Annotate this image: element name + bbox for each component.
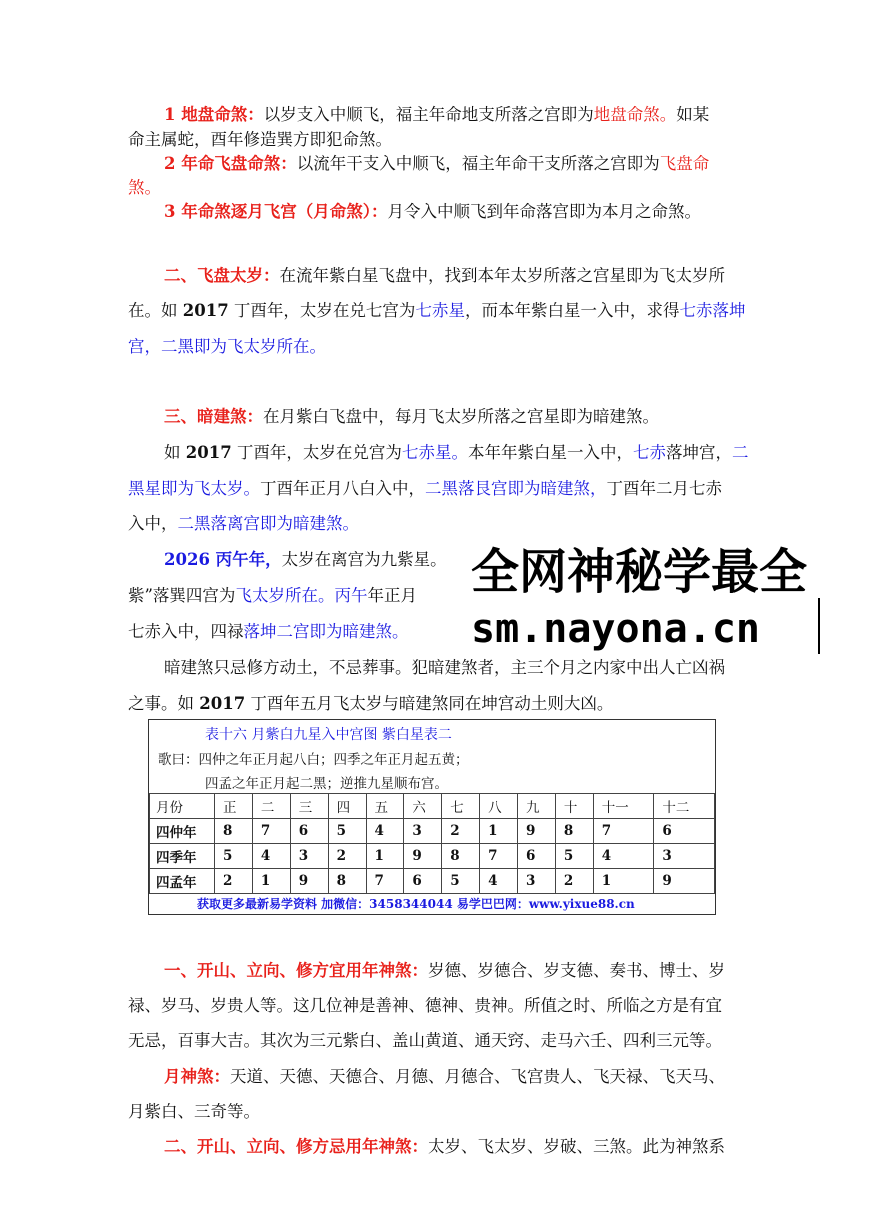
- table-footer: 获取更多最新易学资料 加微信：3458344044 易学巴巴网：www.yixue88.cn: [197, 897, 635, 911]
- table-row: [150, 869, 715, 894]
- blue-text: 飞太岁所在。丙午: [235, 586, 368, 605]
- table-cell: 六: [404, 794, 442, 819]
- watermark-title: 全网神秘学最全: [471, 542, 873, 602]
- year-text: 2017: [182, 301, 229, 320]
- year-text: 2017: [199, 694, 246, 713]
- table-song-line: 四孟之年正月起二黑；逆推九星顺布宫。: [205, 776, 448, 792]
- section-flying-taisui: [164, 265, 793, 287]
- table-title: 表十六 月紫白九星入中宫图 紫白星表二: [205, 727, 452, 743]
- table-cell: 8: [442, 844, 480, 869]
- item-number: 1: [164, 105, 182, 124]
- table-cell: 9: [290, 869, 328, 894]
- year-text: 2017: [185, 443, 232, 462]
- table-cell: 2: [442, 819, 480, 844]
- table-row: [150, 819, 715, 844]
- body-text: 太岁、飞太岁、岁破、三煞。此为神煞系: [428, 1137, 725, 1156]
- table-song-line: 歌曰：四仲之年正月起八白；四季之年正月起五黄；: [158, 752, 469, 768]
- table-cell: 5: [328, 819, 366, 844]
- body-text: 丁酉年正月八白入中，: [260, 479, 425, 498]
- body-text: 丁酉年五月飞太岁与暗建煞同在坤宫动土则大凶。: [245, 694, 614, 713]
- table-cell: 9: [518, 819, 556, 844]
- row-label-cell: 月份: [150, 794, 215, 819]
- table-cell: 7: [593, 819, 654, 844]
- table-cell: 2: [215, 869, 253, 894]
- body-text: 紫”落巽四宫为: [128, 586, 236, 605]
- table-cell: 1: [480, 819, 518, 844]
- body-text: 以岁支入中顺飞，福主年命地支所落之宫即为: [263, 105, 594, 124]
- section-hidden-sha: [164, 406, 793, 428]
- body-line: 月紫白、三奇等。: [128, 1102, 260, 1121]
- table-cell: 八: [480, 794, 518, 819]
- para-flying-fate-sha: [164, 153, 793, 175]
- section-title: 一、开山、立向、修方宜用年神煞：: [164, 961, 428, 980]
- table-cell: 7: [252, 819, 290, 844]
- table-cell: 7: [366, 869, 404, 894]
- body-line: 宫，二黑即为飞太岁所在。: [128, 337, 326, 356]
- body-text: 天道、天德、天德合、月德、月德合、飞宫贵人、飞天禄、飞天马、: [230, 1067, 725, 1086]
- body-text: 在流年紫白星飞盘中，找到本年太岁所落之宫星即为飞太岁所: [279, 266, 725, 285]
- table-cell: 3: [654, 844, 715, 869]
- table-cell: 5: [215, 844, 253, 869]
- table-cell: 1: [593, 869, 654, 894]
- blue-text: 二黑落艮宫即为暗建煞，: [425, 479, 607, 498]
- section-title: 二、飞盘太岁：: [164, 266, 280, 285]
- term-title: 年命煞逐月飞宫（月命煞）：: [181, 202, 388, 221]
- blue-text: 黑星即为飞太岁。: [128, 479, 260, 498]
- body-text: 太岁在离宫为九紫星。: [281, 550, 447, 569]
- table-cell: 2: [328, 844, 366, 869]
- body-line: 命主属蛇，酉年修造巽方即犯命煞。: [128, 130, 392, 149]
- body-line: [128, 300, 793, 322]
- item-number: 3: [164, 202, 182, 221]
- table-cell: 6: [518, 844, 556, 869]
- blue-text: 七赤落坤: [679, 301, 746, 320]
- body-text: 丁酉年，太岁在兑宫为: [231, 443, 402, 462]
- highlight-text: 地盘命煞。: [593, 105, 677, 124]
- table-cell: 3: [290, 844, 328, 869]
- table-cell: 四: [328, 794, 366, 819]
- section-title: 月神煞：: [164, 1067, 230, 1086]
- table-cell: 6: [290, 819, 328, 844]
- body-line: [128, 478, 793, 500]
- term-title: 地盘命煞：: [181, 105, 264, 124]
- section-favorable-year-sha: [164, 960, 793, 982]
- body-text: 以流年干支入中顺飞，福主年命干支所落之宫即为: [296, 154, 660, 173]
- table-cell: 正: [215, 794, 253, 819]
- term-title: 年命飞盘命煞：: [181, 154, 297, 173]
- body-text: 七赤入中，四禄: [128, 622, 244, 641]
- section-title: 二、开山、立向、修方忌用年神煞：: [164, 1137, 428, 1156]
- table-row: [150, 844, 715, 869]
- body-line: 禄、岁马、岁贵人等。这几位神是善神、德神、贵神。所值之时、所临之方是有宜: [128, 996, 722, 1015]
- table-cell: 2: [555, 869, 593, 894]
- body-text: 在月紫白飞盘中，每月飞太岁所落之宫星即为暗建煞。: [263, 407, 659, 426]
- table-cell: 6: [404, 869, 442, 894]
- text-cursor-bar: [818, 598, 820, 654]
- body-line: 暗建煞只忌修方动土，不忌葬事。犯暗建煞者，主三个月之内家中出人亡凶祸: [164, 658, 725, 677]
- body-line: 煞。: [128, 178, 161, 197]
- body-text: 入中，: [128, 514, 178, 533]
- table-cell: 5: [555, 844, 593, 869]
- body-text: 如某: [676, 105, 710, 124]
- month-star-table: [149, 793, 715, 894]
- body-line: 无忌，百事大吉。其次为三元紫白、盖山黄道、通天窍、走马六壬、四利三元等。: [128, 1031, 722, 1050]
- table-cell: 6: [654, 819, 715, 844]
- body-text: 本年年紫白星一入中，: [467, 443, 633, 462]
- section-title: 三、暗建煞：: [164, 407, 263, 426]
- table-cell: 1: [252, 869, 290, 894]
- body-text: 岁德、岁德合、岁支德、奏书、博士、岁: [428, 961, 725, 980]
- table-cell: 8: [215, 819, 253, 844]
- blue-text: 落坤二宫即为暗建煞。: [243, 622, 409, 641]
- table-cell: 4: [252, 844, 290, 869]
- table-cell: 3: [518, 869, 556, 894]
- table-cell: 十二: [654, 794, 715, 819]
- section-month-sha: [164, 1066, 793, 1088]
- table-cell: 九: [518, 794, 556, 819]
- item-number: 2: [164, 154, 182, 173]
- body-text: 如: [164, 443, 186, 462]
- table-cell: 4: [366, 819, 404, 844]
- body-text: 落坤宫，: [665, 443, 732, 462]
- para-monthly-fate-sha: [164, 201, 793, 223]
- table-cell: 七: [442, 794, 480, 819]
- table-cell: 二: [252, 794, 290, 819]
- table-cell: 8: [328, 869, 366, 894]
- table-cell: 十一: [593, 794, 654, 819]
- table-cell: 9: [654, 869, 715, 894]
- para-ground-fate-sha: [164, 104, 793, 126]
- blue-text: 七赤星: [415, 301, 465, 320]
- row-label-cell: 四仲年: [150, 819, 215, 844]
- table-header-row: [150, 794, 715, 819]
- table-cell: 十: [555, 794, 593, 819]
- body-text: ，而本年紫白星一入中，求得: [464, 301, 680, 320]
- blue-text: 七赤: [632, 443, 666, 462]
- table-cell: 五: [366, 794, 404, 819]
- row-label-cell: 四孟年: [150, 869, 215, 894]
- table-cell: 4: [593, 844, 654, 869]
- table-cell: 4: [480, 869, 518, 894]
- highlight-text: 飞盘命: [659, 154, 710, 173]
- watermark-url: sm.nayona.cn: [471, 602, 821, 656]
- table-cell: 7: [480, 844, 518, 869]
- blue-text: 七赤星。: [401, 443, 468, 462]
- body-line: [128, 693, 793, 715]
- table-cell: 5: [442, 869, 480, 894]
- body-text: 在。如: [128, 301, 183, 320]
- body-text: 之事。如: [128, 694, 200, 713]
- body-text: 年正月: [367, 586, 417, 605]
- blue-text: 二: [731, 443, 749, 462]
- blue-text: 2026 丙午年，: [164, 550, 282, 569]
- body-line: [128, 513, 793, 535]
- table-cell: 9: [404, 844, 442, 869]
- blue-text: 二黑落离宫即为暗建煞。: [177, 514, 359, 533]
- body-line: [164, 442, 793, 464]
- body-text: 丁酉年二月七赤: [606, 479, 722, 498]
- table-cell: 8: [555, 819, 593, 844]
- row-label-cell: 四季年: [150, 844, 215, 869]
- section-unfavorable-year-sha: [164, 1136, 793, 1158]
- body-text: 月令入中顺飞到年命落宫即为本月之命煞。: [387, 202, 701, 221]
- table-cell: 三: [290, 794, 328, 819]
- table-cell: 3: [404, 819, 442, 844]
- body-text: 丁酉年，太岁在兑七宫为: [228, 301, 416, 320]
- table-cell: 1: [366, 844, 404, 869]
